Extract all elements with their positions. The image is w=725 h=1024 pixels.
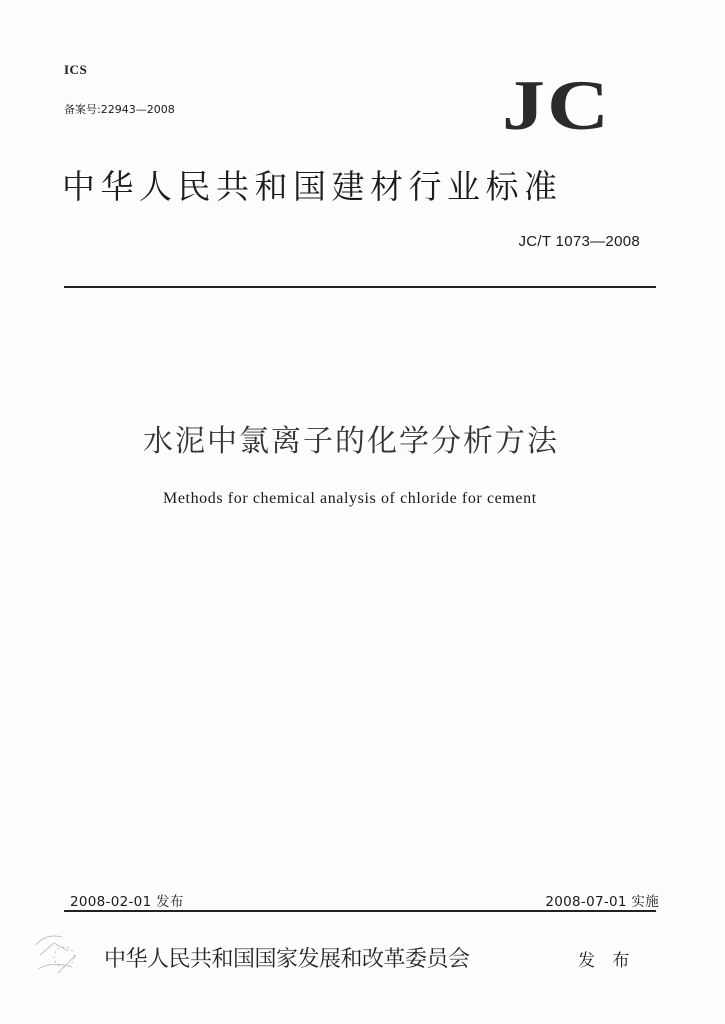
- ics-label: ICS: [64, 62, 88, 77]
- standard-code: JC/T 1073—2008: [518, 233, 640, 250]
- issue-date: 2008-02-01 发布: [70, 894, 184, 910]
- jc-logo: JC: [502, 65, 612, 145]
- publish-label: 发 布: [578, 951, 636, 971]
- publisher-name: 中华人民共和国国家发展和改革委员会: [104, 947, 470, 972]
- implementation-date: 2008-07-01 实施: [545, 894, 659, 910]
- document-title-cn: 水泥中氯离子的化学分析方法: [143, 424, 559, 459]
- top-divider: [64, 286, 656, 288]
- document-title-en: Methods for chemical analysis of chloride for cement: [163, 490, 537, 507]
- bottom-divider: [64, 910, 656, 912]
- seal-stamp-icon: [28, 925, 88, 985]
- record-number: 备案号:22943—2008: [64, 103, 175, 116]
- standard-title: 中华人民共和国建材行业标准: [62, 167, 563, 206]
